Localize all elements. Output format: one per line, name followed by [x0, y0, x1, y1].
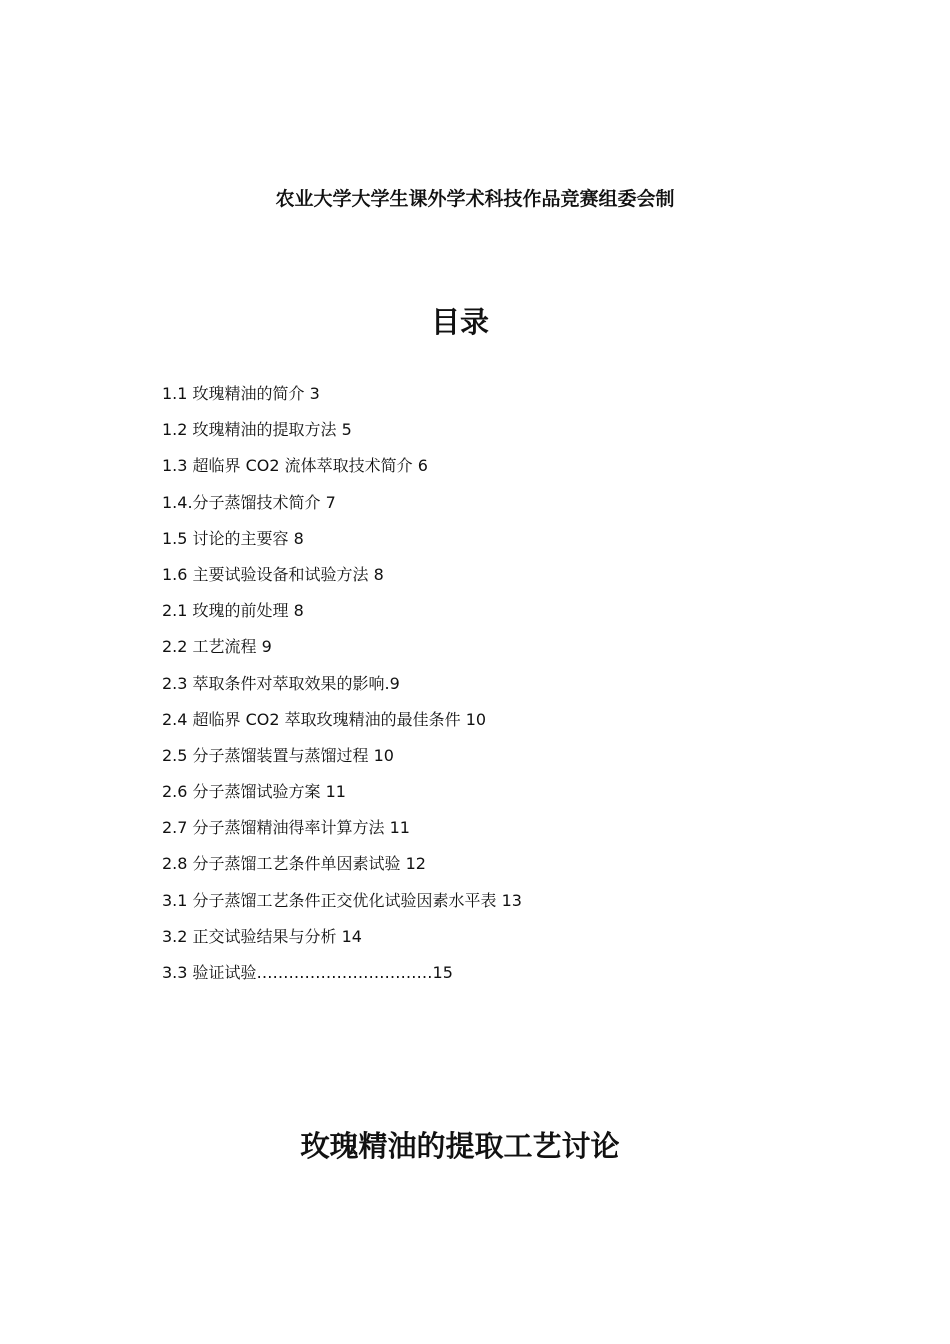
- toc-item-1-4[interactable]: 1.4.分子蒸馏技术简介 7: [162, 492, 336, 512]
- toc-item-2-5[interactable]: 2.5 分子蒸馏装置与蒸馏过程 10: [162, 745, 394, 765]
- toc-item-2-3[interactable]: 2.3 萃取条件对萃取效果的影响.9: [162, 673, 400, 693]
- toc-item-3-1[interactable]: 3.1 分子蒸馏工艺条件正交优化试验因素水平表 13: [162, 890, 522, 910]
- toc-item-2-2[interactable]: 2.2 工艺流程 9: [162, 637, 272, 657]
- main-title: 玫瑰精油的提取工艺讨论: [300, 1129, 620, 1163]
- toc-item-2-6[interactable]: 2.6 分子蒸馏试验方案 11: [162, 782, 346, 802]
- toc-item-2-1[interactable]: 2.1 玫瑰的前处理 8: [162, 601, 304, 621]
- toc-item-1-1[interactable]: 1.1 玫瑰精油的简介 3: [162, 384, 320, 403]
- toc-title: 目录: [430, 305, 489, 339]
- toc-item-2-8[interactable]: 2.8 分子蒸馏工艺条件单因素试验 12: [162, 854, 426, 874]
- toc-item-1-5[interactable]: 1.5 讨论的主要容 8: [162, 528, 304, 548]
- toc-item-3-3[interactable]: 3.3 验证试验……………………………15: [162, 963, 453, 982]
- toc-item-3-2[interactable]: 3.2 正交试验结果与分析 14: [162, 926, 362, 946]
- toc-item-1-2[interactable]: 1.2 玫瑰精油的提取方法 5: [162, 420, 352, 440]
- toc-item-2-7[interactable]: 2.7 分子蒸馏精油得率计算方法 11: [162, 818, 410, 838]
- organizer-line: 农业大学大学生课外学术科技作品竞赛组委会制: [275, 188, 675, 210]
- toc-item-2-4[interactable]: 2.4 超临界 CO2 萃取玫瑰精油的最佳条件 10: [162, 709, 487, 729]
- toc-item-1-6[interactable]: 1.6 主要试验设备和试验方法 8: [162, 564, 384, 584]
- toc-list: [162, 381, 522, 996]
- toc-item-1-3[interactable]: 1.3 超临界 CO2 流体萃取技术简介 6: [162, 456, 428, 476]
